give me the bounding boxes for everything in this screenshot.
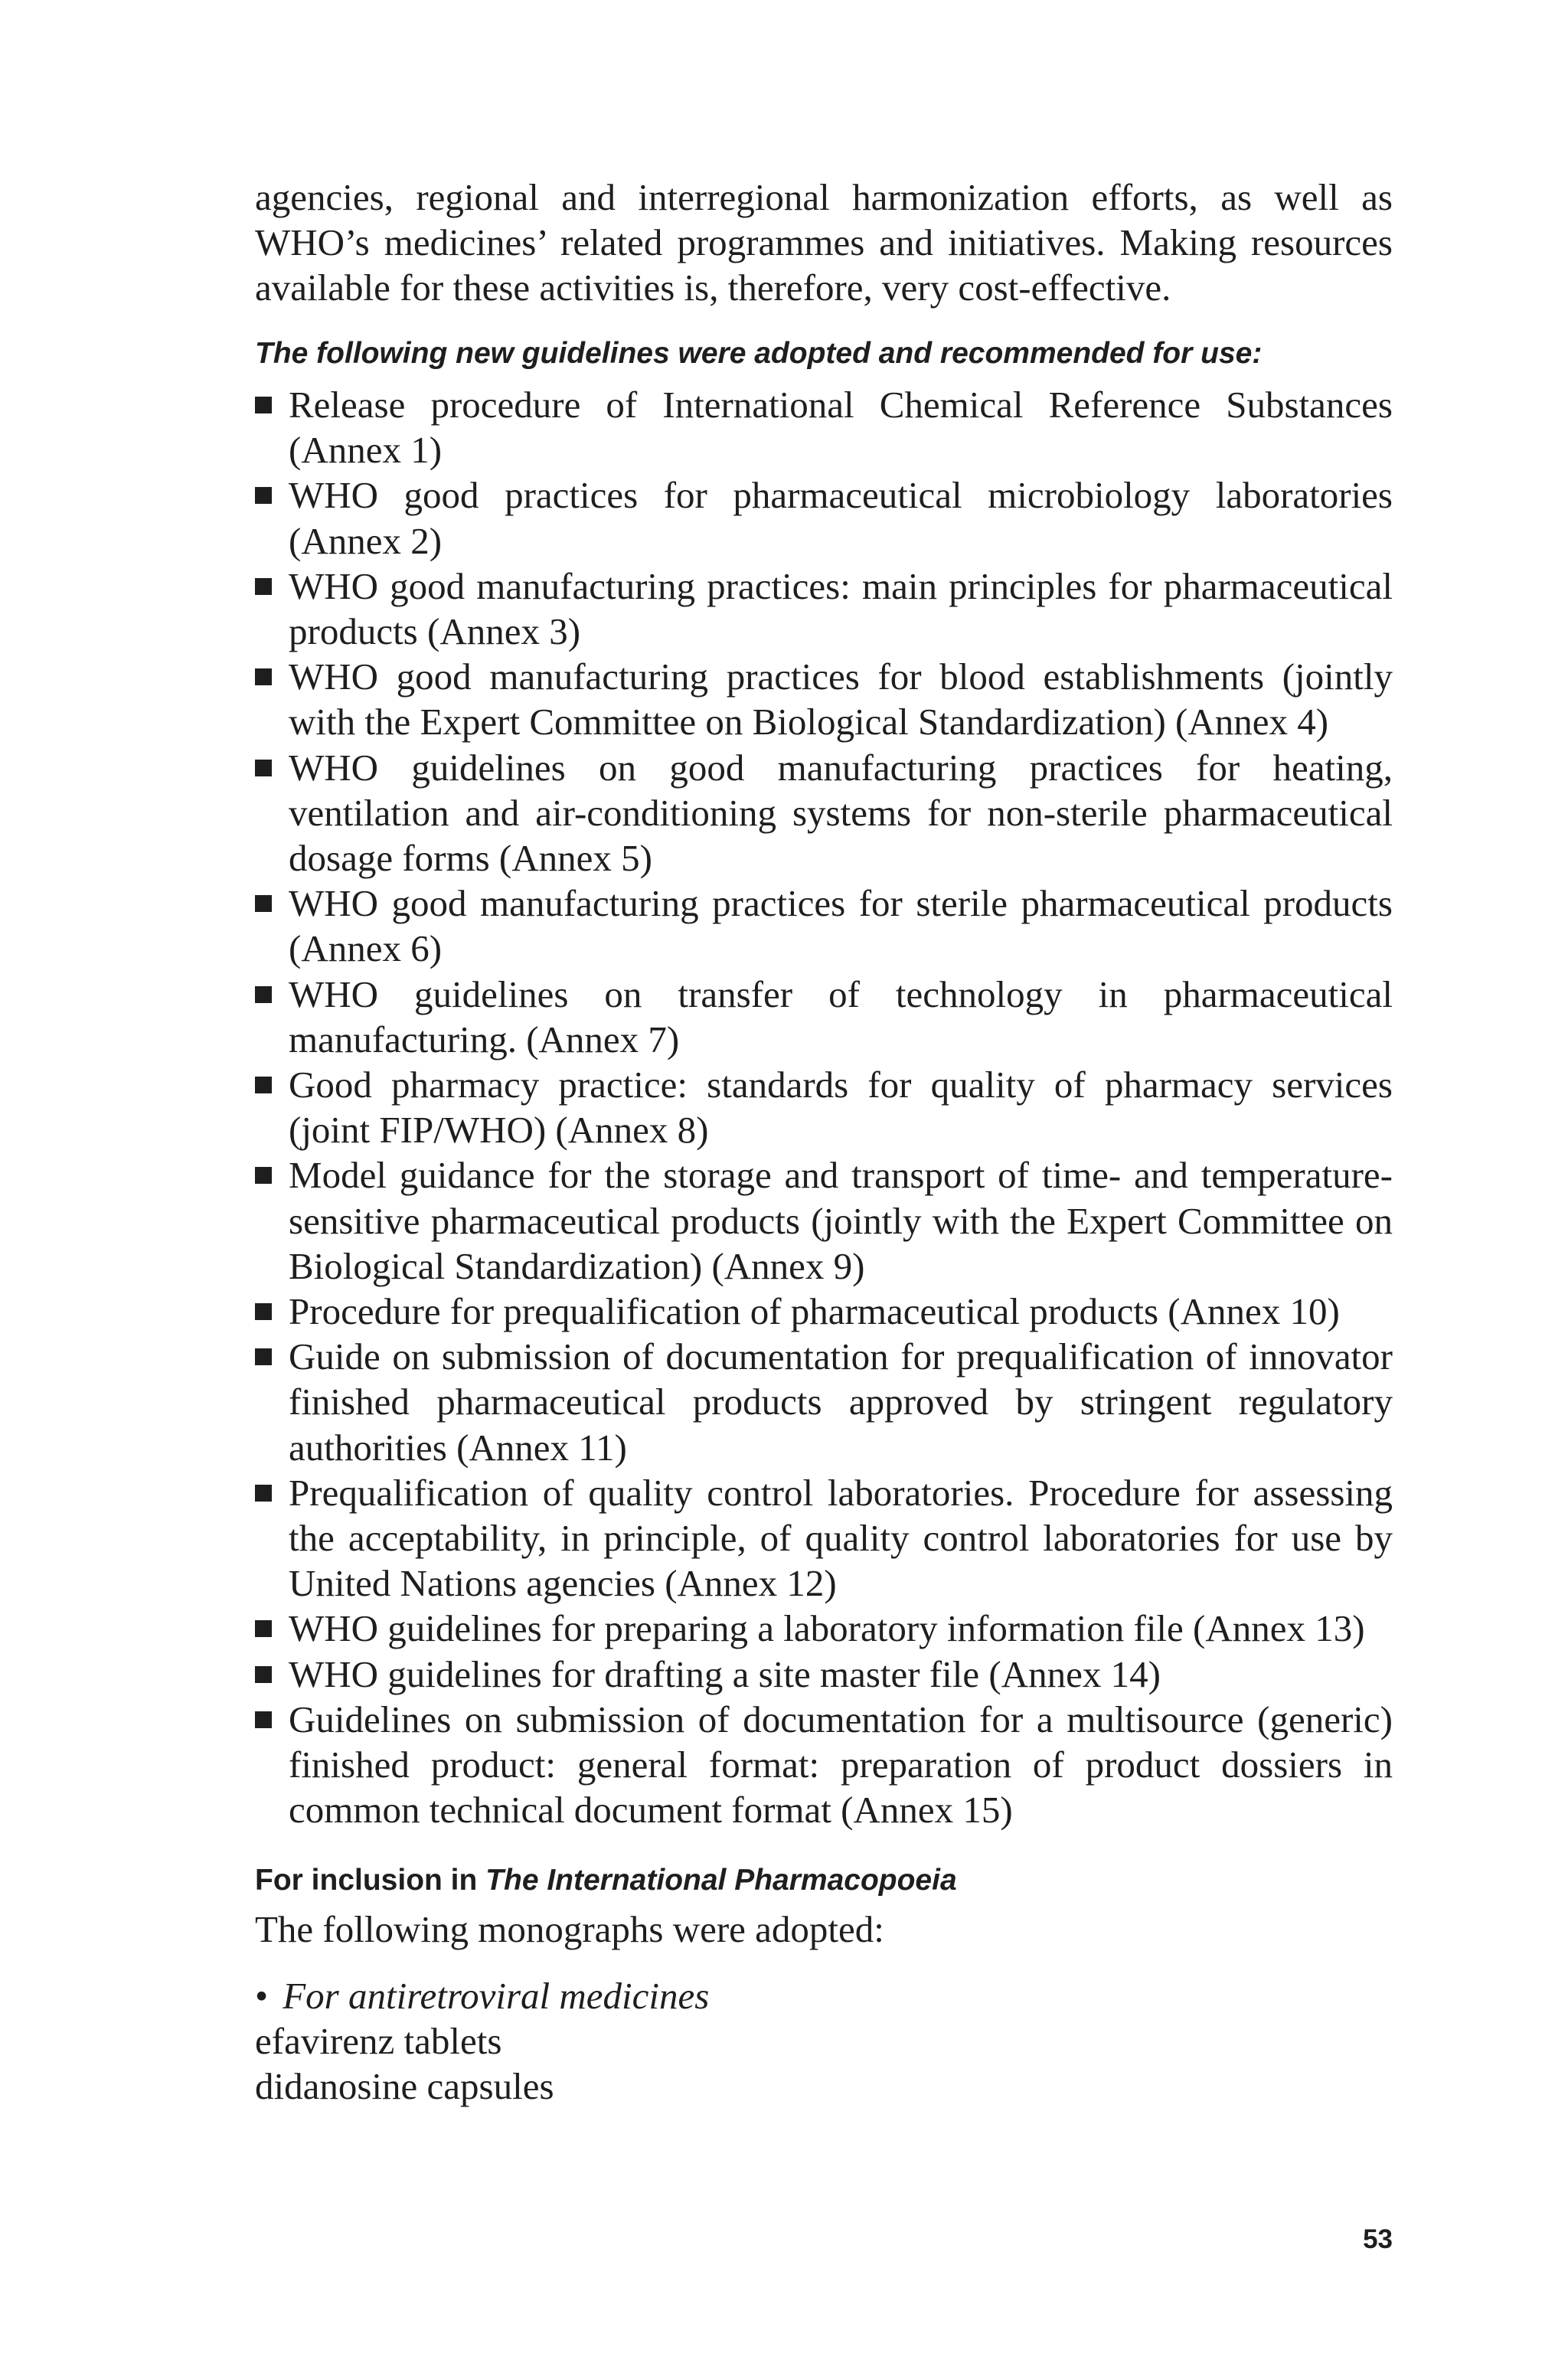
list-item — [255, 1470, 1393, 1606]
square-bullet-icon — [255, 668, 272, 685]
square-bullet-icon — [255, 1485, 272, 1502]
square-bullet-icon — [255, 1348, 272, 1365]
list-item-text: Prequalification of quality control laboratories. Procedure for assessing the acceptability, in principle, of quality control laboratories for use by United Nations agencies (Annex 12) — [289, 1471, 1393, 1605]
list-item — [255, 1606, 1393, 1651]
square-bullet-icon — [255, 986, 272, 1003]
list-item-text: WHO good manufacturing practices for sterile pharmaceutical products (Annex 6) — [289, 882, 1393, 970]
square-bullet-icon — [255, 397, 272, 413]
list-item — [255, 472, 1393, 563]
list-item — [255, 1152, 1393, 1289]
section-heading — [255, 1859, 1393, 1902]
list-item-text: Model guidance for the storage and transport of time- and temperature-sensitive pharmaceutical products (jointly with the Expert Committee on Biological Standardization) (Annex 9) — [289, 1154, 1393, 1287]
guidelines-list — [255, 382, 1393, 1833]
list-item-text: WHO guidelines for drafting a site master file (Annex 14) — [289, 1652, 1161, 1695]
monograph-group-title: For antiretroviral medicines — [283, 1974, 710, 2017]
monograph-group-title-line — [255, 1973, 1393, 2018]
section-heading-prefix: For inclusion in — [255, 1863, 486, 1897]
square-bullet-icon — [255, 1666, 272, 1683]
square-bullet-icon — [255, 487, 272, 504]
list-item-text: WHO guidelines for preparing a laboratory information file (Annex 13) — [289, 1607, 1365, 1650]
intro-paragraph: agencies, regional and interregional harmonization efforts, as well as WHO’s medicines’ related programmes and initiatives. Making resources available for these activities is, therefore, very cost-effective. — [255, 176, 1393, 309]
list-item-text: Guide on submission of documentation for prequalification of innovator finished pharmaceutical products approved by stringent regulatory authorities (Annex 11) — [289, 1335, 1393, 1469]
list-item-text: Good pharmacy practice: standards for quality of pharmacy services (joint FIP/WHO) (Annex 8) — [289, 1064, 1393, 1152]
page-content — [255, 175, 1393, 2109]
list-item-text: WHO good manufacturing practices: main principles for pharmaceutical products (Annex 3) — [289, 564, 1393, 653]
monograph-item: didanosine capsules — [255, 2064, 554, 2107]
list-item — [255, 972, 1393, 1062]
list-item-text: Procedure for prequalification of pharmaceutical products (Annex 10) — [289, 1290, 1340, 1333]
list-item-text: WHO good practices for pharmaceutical microbiology laboratories (Annex 2) — [289, 474, 1393, 562]
square-bullet-icon — [255, 1077, 272, 1093]
section-heading-title: The International Pharmacopoeia — [485, 1863, 957, 1897]
list-item-text: Guidelines on submission of documentation for a multisource (generic) finished product: general format: preparation of product dossiers in common technical document format (Annex 15) — [289, 1698, 1393, 1832]
list-item — [255, 1697, 1393, 1833]
square-bullet-icon — [255, 1620, 272, 1637]
square-bullet-icon — [255, 760, 272, 776]
square-bullet-icon — [255, 1167, 272, 1184]
list-item-text: WHO guidelines on good manufacturing practices for heating, ventilation and air-conditioning systems for non-sterile pharmaceutical dosage forms (Annex 5) — [289, 746, 1393, 880]
monograph-item: efavirenz tablets — [255, 2019, 502, 2062]
list-item — [255, 1289, 1393, 1334]
monographs-intro: The following monographs were adopted: — [255, 1907, 884, 1950]
monograph-group — [255, 1973, 1393, 2109]
bullet-icon: • — [255, 1974, 269, 2017]
square-bullet-icon — [255, 1303, 272, 1320]
square-bullet-icon — [255, 895, 272, 912]
list-item — [255, 1062, 1393, 1152]
square-bullet-icon — [255, 1711, 272, 1728]
list-item — [255, 564, 1393, 654]
list-item — [255, 1652, 1393, 1697]
list-item — [255, 654, 1393, 744]
guidelines-heading: The following new guidelines were adopted and recommended for use: — [255, 337, 1263, 370]
list-item — [255, 1334, 1393, 1470]
list-item-text: WHO good manufacturing practices for blood establishments (jointly with the Expert Committee on Biological Standardization) (Annex 4) — [289, 655, 1393, 743]
page-number: 53 — [1363, 2224, 1393, 2254]
list-item-text: WHO guidelines on transfer of technology in pharmaceutical manufacturing. (Annex 7) — [289, 972, 1393, 1060]
square-bullet-icon — [255, 578, 272, 595]
list-item — [255, 382, 1393, 472]
list-item — [255, 881, 1393, 971]
list-item-text: Release procedure of International Chemical Reference Substances (Annex 1) — [289, 384, 1393, 472]
list-item — [255, 745, 1393, 881]
